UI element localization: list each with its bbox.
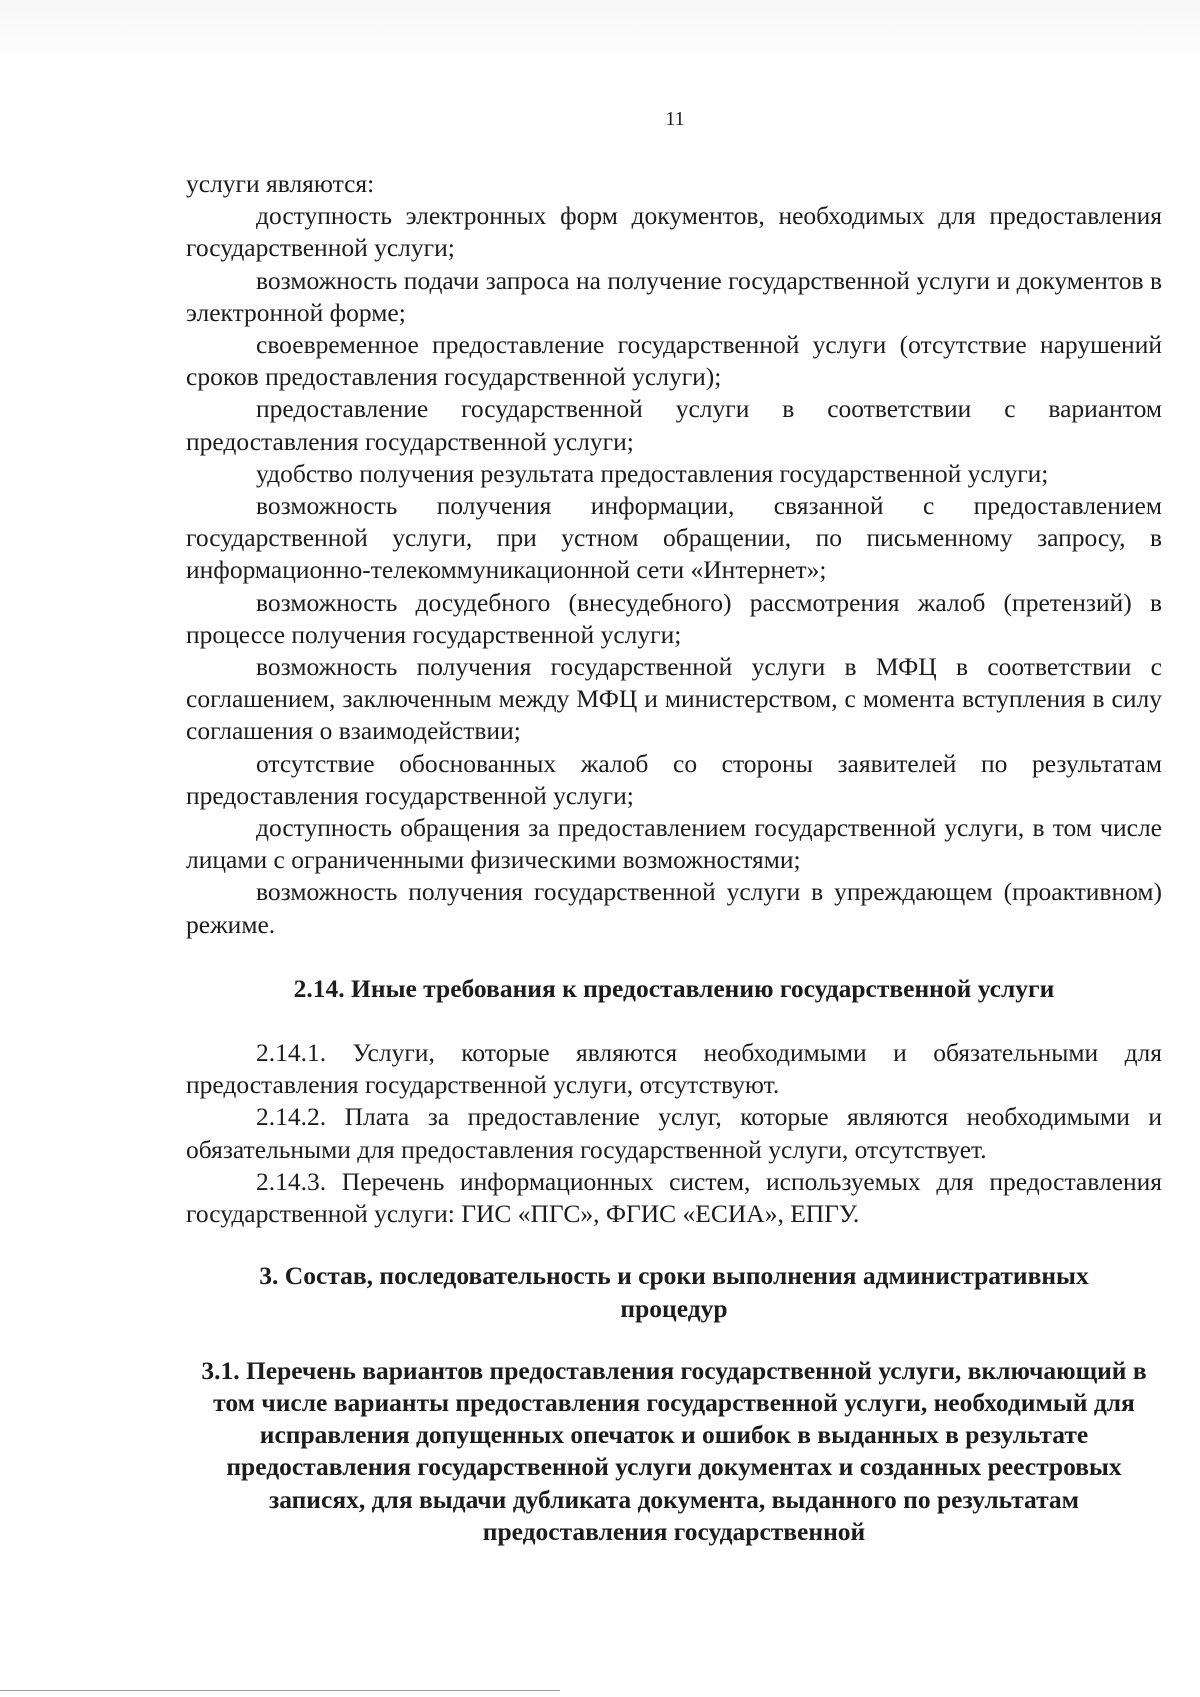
paragraph-electronic-forms: доступность электронных форм документов, необходимых для предоставления государственной услуги; — [186, 201, 1162, 263]
paragraph-pretrial-complaints: возможность досудебного (внесудебного) рассмотрения жалоб (претензий) в процессе получения государственной услуги; — [186, 587, 1162, 649]
document-body — [186, 168, 1162, 1548]
paragraph-2-14-3: 2.14.3. Перечень информационных систем, используемых для предоставления государственной услуги: ГИС «ПГС», ФГИС «ЕСИА», ЕПГУ. — [186, 1166, 1162, 1229]
paragraph-no-complaints: отсутствие обоснованных жалоб со стороны заявителей по результатам предоставления государственной услуги; — [186, 748, 1162, 810]
section-heading-3: 3. Состав, последовательность и сроки выполнения административных процедур — [259, 1261, 1089, 1323]
paragraph-continuation: услуги являются: — [186, 169, 375, 198]
section-heading-3-1: 3.1. Перечень вариантов предоставления государственной услуги, включающий в том числе варианты предоставления государственной услуги, необходимый для исправления допущенных опечаток и ошибок в выданных в результате предоставления государственной услуги документах и созданных реестровых записях, для выдачи дубликата документа, выданного по результатам предоставления государственной — [201, 1355, 1147, 1546]
paragraph-convenience: удобство получения результата предоставления государственной услуги; — [256, 458, 1049, 488]
section-heading-2-14: 2.14. Иные требования к предоставлению государственной услуги — [293, 973, 1055, 1003]
paragraph-2-14-2: 2.14.2. Плата за предоставление услуг, которые являются необходимыми и обязательными для предоставления государственной услуги, отсутствует. — [186, 1102, 1162, 1164]
paragraph-information-access: возможность получения информации, связанной с предоставлением государственной услуги, при устном обращении, по письменному запросу, в информационно-телекоммуникационной сети «Интернет»; — [186, 491, 1162, 585]
paragraph-electronic-request: возможность подачи запроса на получение государственной услуги и документов в электронной форме; — [186, 265, 1162, 327]
paragraph-variant-compliance: предоставление государственной услуги в соответствии с вариантом предоставления государственной услуги; — [186, 394, 1162, 456]
paragraph-timely-provision: своевременное предоставление государственной услуги (отсутствие нарушений сроков предоставления государственной услуги); — [186, 330, 1162, 392]
paragraph-mfc-provision: возможность получения государственной услуги в МФЦ в соответствии с соглашением, заключенным между МФЦ и министерством, с момента вступления в силу соглашения о взаимодействии; — [186, 652, 1162, 746]
page-number: 11 — [665, 108, 685, 130]
paragraph-2-14-1: 2.14.1. Услуги, которые являются необходимыми и обязательными для предоставления государственной услуги, отсутствуют. — [186, 1038, 1162, 1100]
scan-background — [0, 0, 1200, 70]
paragraph-accessibility: доступность обращения за предоставлением государственной услуги, в том числе лицами с ограниченными физическими возможностями; — [186, 813, 1162, 875]
scan-edge-line — [0, 1690, 560, 1691]
paragraph-proactive-mode: возможность получения государственной услуги в упреждающем (проактивном) режиме. — [186, 877, 1162, 939]
